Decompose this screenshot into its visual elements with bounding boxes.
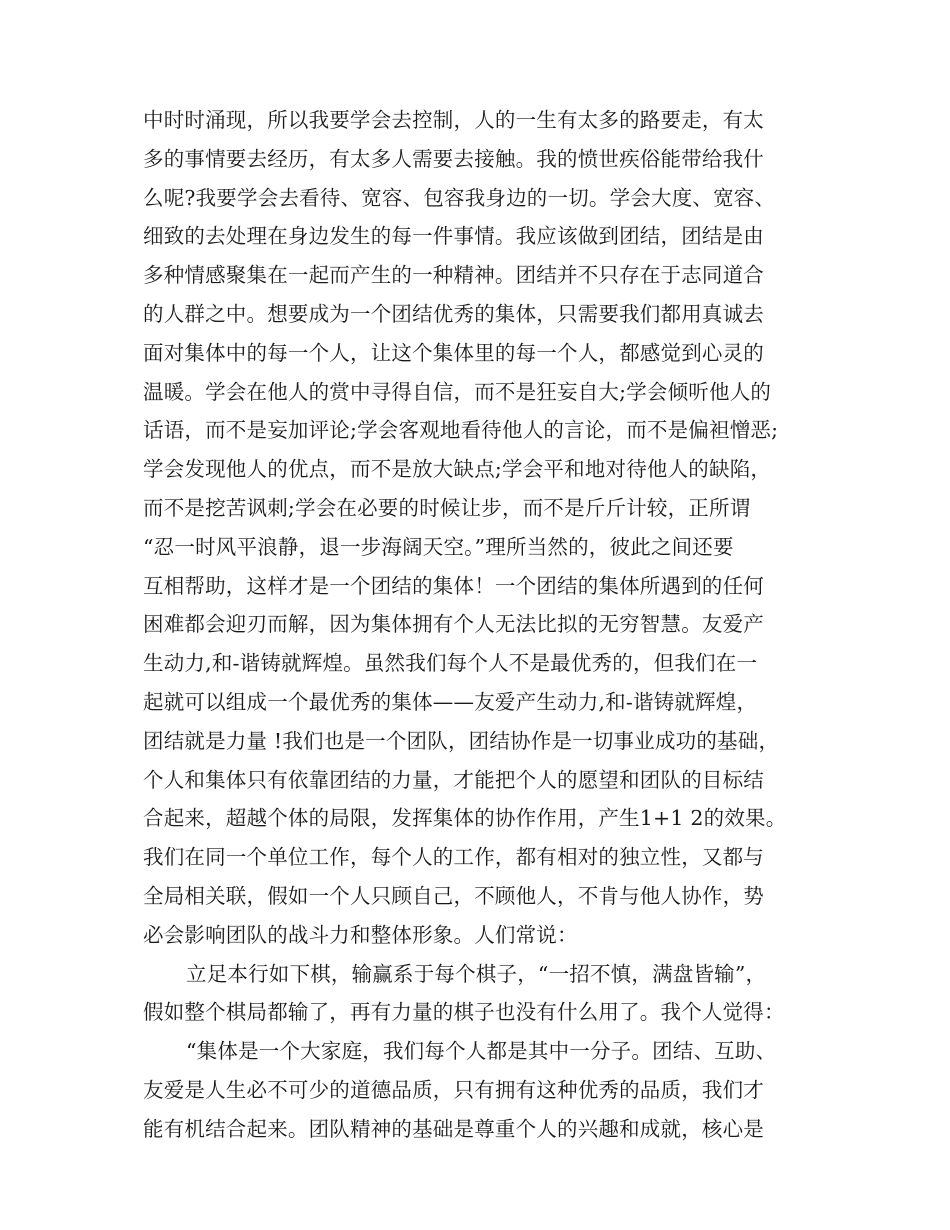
text-line: 友爱是人生必不可少的道德品质，只有拥有这种优秀的品质，我们才 [143, 1077, 764, 1102]
text-line: 困难都会迎刃而解，因为集体拥有个人无法比拟的无穷智慧。友爱产 [143, 612, 764, 637]
text-line: 多种情感聚集在一起而产生的一种精神。团结并不只存在于志同道合 [143, 263, 764, 288]
text-line: 合起来，超越个体的局限，发挥集体的协作作用，产生1+1 2的效果。 [143, 806, 787, 831]
text-line: 起就可以组成一个最优秀的集体——友爱产生动力,和-谐铸就辉煌， [143, 689, 758, 714]
text-line: 温暖。学会在他人的赏中寻得自信，而不是狂妄自大;学会倾听他人的 [143, 379, 772, 404]
paragraph-first-line: 立足本行如下棋，输赢系于每个棋子，“一招不慎，满盘皆输”， [186, 961, 767, 986]
text-line: 细致的去处理在身边发生的每一件事情。我应该做到团结，团结是由 [143, 224, 764, 249]
text-line: 团结就是力量 !我们也是一个团队，团结协作是一切事业成功的基础， [143, 728, 780, 753]
text-line: 能有机结合起来。团队精神的基础是尊重个人的兴趣和成就，核心是 [143, 1116, 764, 1141]
text-line: 互相帮助，这样才是一个团结的集体！一个团结的集体所遇到的任何 [143, 573, 764, 598]
text-line: 我们在同一个单位工作，每个人的工作，都有相对的独立性，又都与 [143, 845, 764, 870]
text-line: 全局相关联，假如一个人只顾自己，不顾他人，不肯与他人协作，势 [143, 883, 764, 908]
text-line: 多的事情要去经历，有太多人需要去接触。我的愤世疾俗能带给我什 [143, 146, 764, 171]
text-line: 必会影响团队的战斗力和整体形象。人们常说： [143, 922, 578, 947]
paragraph-first-line: “集体是一个大家庭，我们每个人都是其中一分子。团结、互助、 [186, 1039, 777, 1064]
text-line: “忍一时风平浪静，退一步海阔天空。”理所当然的，彼此之间还要 [143, 534, 734, 559]
text-line: 中时时涌现，所以我要学会去控制，人的一生有太多的路要走，有太 [143, 108, 764, 132]
text-line: 学会发现他人的优点，而不是放大缺点;学会平和地对待他人的缺陷， [143, 457, 772, 482]
text-line: 个人和集体只有依靠团结的力量，才能把个人的愿望和团队的目标结 [143, 767, 764, 792]
text-line: 的人群之中。想要成为一个团结优秀的集体，只需要我们都用真诚去 [143, 301, 764, 326]
text-line: 生动力,和-谐铸就辉煌。虽然我们每个人不是最优秀的，但我们在一 [143, 651, 758, 676]
text-line: 话语，而不是妄加评论;学会客观地看待他人的言论，而不是偏袒憎恶; [143, 418, 779, 443]
text-line: 而不是挖苦讽刺;学会在必要的时候让步，而不是斤斤计较，正所谓 [143, 495, 751, 520]
text-line: 面对集体中的每一个人，让这个集体里的每一个人，都感觉到心灵的 [143, 340, 764, 365]
body-text [143, 101, 813, 1149]
text-line: 假如整个棋局都输了，再有力量的棋子也没有什么用了。我个人觉得： [143, 1000, 785, 1025]
text-line: 么呢?我要学会去看待、宽容、包容我身边的一切。学会大度、宽容、 [143, 185, 776, 210]
